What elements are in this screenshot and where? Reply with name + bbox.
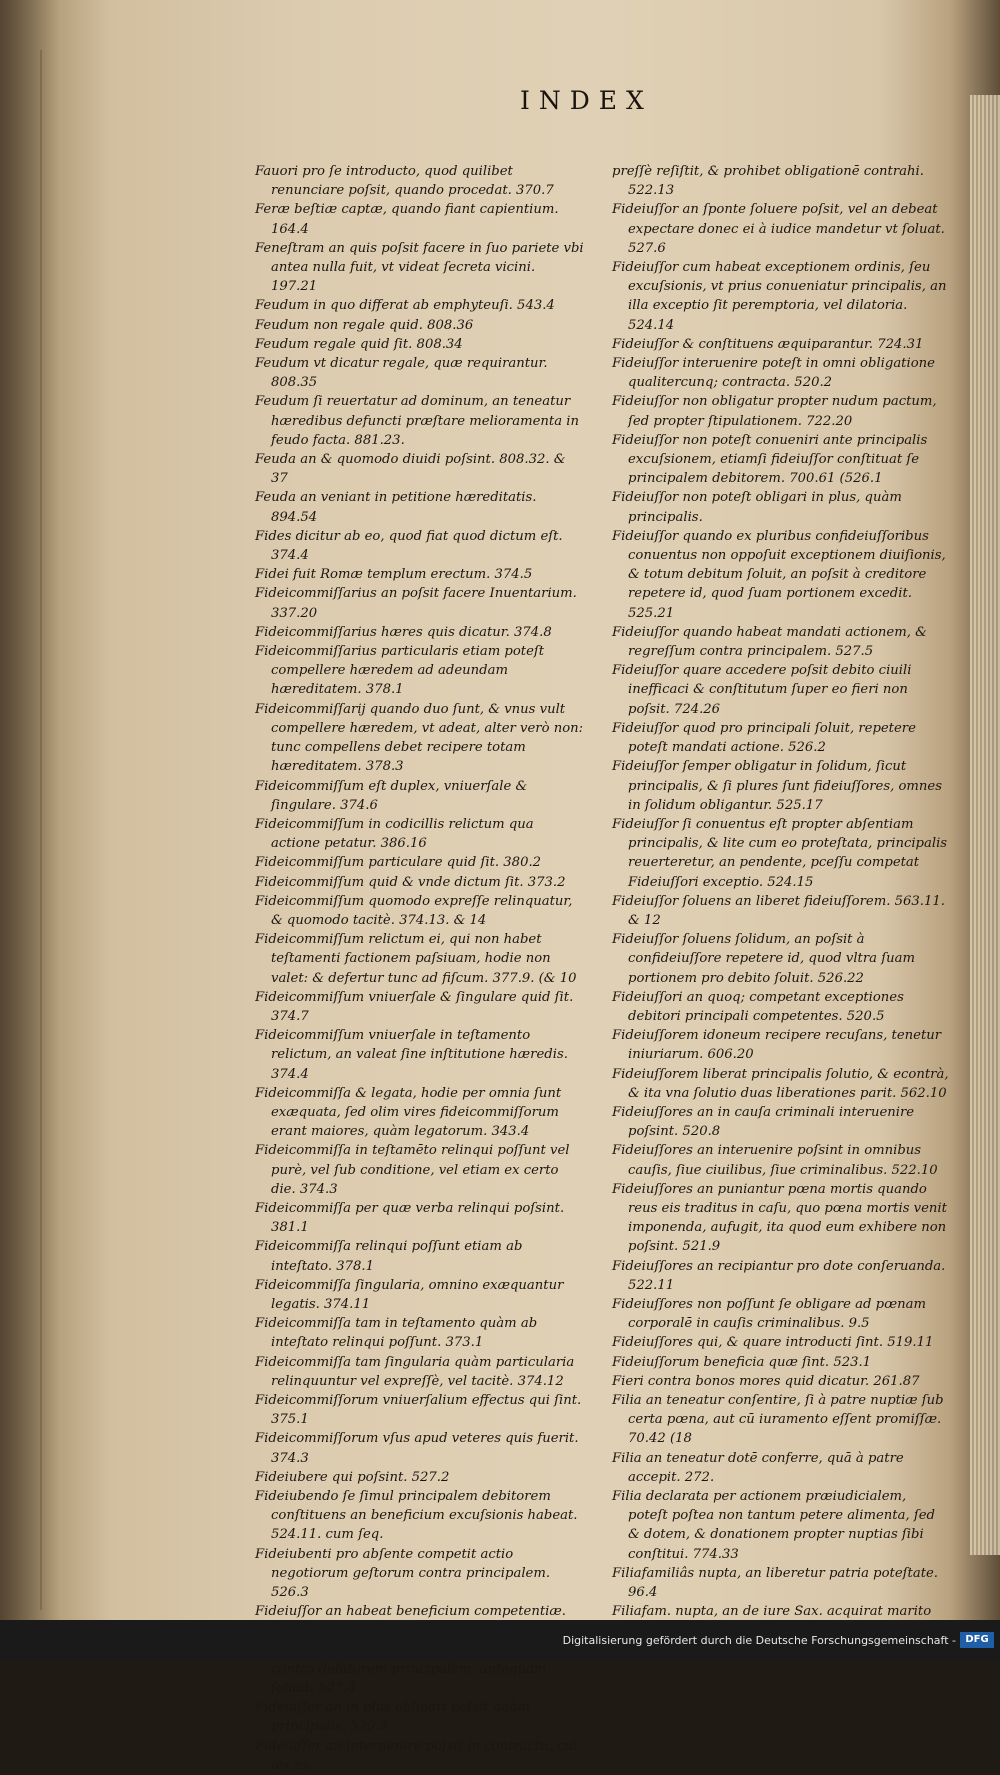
index-entry: Fideicommiſſum in codicillis relictum qua actione petatur. 386.16 — [255, 816, 534, 852]
index-entry: Fideiuſſores an recipiantur pro dote conſeruanda. 522.11 — [612, 1258, 946, 1293]
footer-bar — [0, 1620, 1000, 1661]
index-entry: Fideiuſſori an quoq; competant exceptiones debitori principali competentes. 520.5 — [612, 989, 904, 1024]
index-entry: Fideicommiſſa & legata, hodie per omnia ſunt exæquata, ſed olim vires fideicommiſſorum erant maiores, quàm legatorum. 343.4 — [255, 1085, 562, 1140]
index-entry: Feudum regale quid ſit. 808.34 — [255, 336, 463, 352]
index-entry: Feudum vt dicatur regale, quæ requirantur. 808.35 — [255, 356, 548, 391]
index-entry: Fideiuſſorem liberat principalis ſolutio, & econtrà, & ita vna ſolutio duas liberationes parit. 562.10 — [612, 1066, 949, 1101]
index-entry: Filiafamiliâs nupta, an liberetur patria poteſtate. 96.4 — [612, 1565, 938, 1601]
index-entry: Feneſtram an quis poſsit facere in ſuo pariete vbi antea nulla fuit, vt videat ſecreta vicini. 197.21 — [255, 240, 584, 295]
index-entry: Feuda an veniant in petitione hæreditatis. 894.54 — [255, 490, 537, 525]
dfg-logo: DFG — [960, 1632, 994, 1648]
index-entry: Fideiuſſor cum habeat exceptionem ordinis, ſeu excuſsionis, vt prius conueniatur principalis, an illa exceptio ſit peremptoria, vel dilatoria. 524.14 — [612, 260, 947, 333]
index-entry: Fideiuſſor quando ex pluribus confideiuſſoribus conuentus non oppoſuit exceptionem diuiſionis, & totum debitum ſoluit, an poſsit à creditore repetere id, quod ſuam portionem excedit. 525.21 — [612, 528, 946, 621]
index-entry: Fauori pro ſe introducto, quod quilibet renunciare poſsit, quando procedat. 370.7 — [255, 164, 554, 199]
index-entry: Fideiuſſor an interuenire poſsit in contractu, cui lex ex- — [255, 1738, 578, 1773]
index-entry: Fideicommiſſum quid & vnde dictum ſit. 373.2 — [255, 874, 566, 890]
index-entry: Fideiuſſores an in cauſa criminali interuenire poſsint. 520.8 — [612, 1104, 915, 1140]
index-entry: Filia declarata per actionem præiudicialem, poteſt poſtea non tantum petere alimenta, ſed & dotem, & donationem propter nuptias ſibi conſtitui. 774.33 — [612, 1489, 935, 1562]
index-entry: Fideiuſſor & conſtituens æquiparantur. 724.31 — [612, 336, 924, 352]
index-entry: Fideiuſſorum beneficia quæ ſint. 523.1 — [612, 1354, 872, 1370]
index-column-left — [255, 162, 585, 1775]
index-entry: contra debitorem principalem, antequam ſoluat. 527.4 — [271, 1661, 547, 1697]
index-entry: Fideiuſſor non obligatur propter nudum pactum, ſed propter ſtipulationem. 722.20 — [612, 394, 937, 429]
page-header: INDEX — [520, 86, 653, 115]
index-entry: Fideicommiſſorum vniuerſalium effectus qui ſint. 375.1 — [255, 1393, 582, 1428]
index-entry: Fideiubendo ſe ſimul principalem debitorem conſtituens an beneficium excuſsionis habeat. 524.11. cum ſeq. — [255, 1489, 578, 1543]
index-entry: Fideiuſſor quare accedere poſsit debito ciuili inefficaci & conſtitutum ſuper eo fieri non poſsit. 724.26 — [612, 663, 912, 717]
index-entry: Fideicommiſſa ſingularia, omnino exæquantur legatis. 374.11 — [255, 1277, 564, 1312]
index-entry: Fideicommiſſarij quando duo ſunt, & vnus vult compellere hæredem, vt adeat, alter verò non: tunc compellens debet recipere totam hæreditatem. 378.3 — [255, 701, 584, 775]
index-entry: Fideiuſſor ſi conuentus eſt propter abſentiam principalis, & lite cum eo proteſtata, principalis reuerteretur, an pendente, pceſſu competat Fideiuſſori exceptio. 524.15 — [612, 816, 948, 890]
index-entry: Filiafam. nupta, an de iure Sax. acquirat marito — [612, 1604, 932, 1620]
index-entry: Fideiuſſor ſoluens ſolidum, an poſsit à confideiuſſore repetere id, quod vltra ſuam portionem pro debito ſoluit. 526.22 — [612, 932, 915, 986]
index-column-right — [612, 162, 950, 1660]
index-entry: Fideicommiſſum relictum ei, qui non habet teſtamenti factionem paſsiuam, hodie non valet: & defertur tunc ad fiſcum. 377.9. (& 10 — [255, 932, 577, 986]
index-entry: Fideiuſſor ſoluens an liberet fideiuſſorem. 563.11. & 12 — [612, 893, 945, 928]
index-entry: Fideiubere qui poſsint. 527.2 — [255, 1469, 450, 1485]
index-entry: preſſè reſiſtit, & prohibet obligationē contrahi. 522.13 — [612, 164, 924, 199]
index-entry: Feudum non regale quid. 808.36 — [255, 317, 474, 333]
index-entry: Fideiuſſorem idoneum recipere recuſans, tenetur iniuriarum. 606.20 — [612, 1028, 942, 1063]
index-entry: Feuda an & quomodo diuidi poſsint. 808.32. & 37 — [255, 452, 566, 487]
index-entry: Fieri contra bonos mores quid dicatur. 261.87 — [612, 1373, 920, 1389]
index-entry: Fideicommiſſa tam ſingularia quàm particularia relinquuntur vel expreſſè, vel tacitè. 374.12 — [255, 1354, 575, 1389]
index-entry: Fideicommiſſa per quæ verba relinqui poſsint. 381.1 — [255, 1200, 565, 1236]
index-entry: Fideicommiſſarius hæres quis dicatur. 374.8 — [255, 624, 552, 640]
index-entry: Fideicommiſſum particulare quid ſit. 380.2 — [255, 855, 542, 871]
index-entry: Fideiuſſor an in plus obligari poſsit quàm principalis. 520.3 — [255, 1700, 530, 1735]
index-entry: Fideicommiſſa tam in teſtamento quàm ab inteſtato relinqui poſſunt. 373.1 — [255, 1316, 538, 1351]
index-entry: Fideiuſſor non poteſt obligari in plus, quàm principalis. — [612, 490, 902, 525]
index-entry: Fideiuſſor quod pro principali ſoluit, repetere poteſt mandati actione. 526.2 — [612, 720, 916, 756]
index-entry: Fideicommiſſarius particularis etiam poteſt compellere hæredem ad adeundam hæreditatem. 378.1 — [255, 644, 545, 698]
index-entry: Fideicommiſſum vniuerſale in teſtamento relictum, an valeat ſine inſtitutione hæredis. 374.4 — [255, 1028, 568, 1082]
index-entry: Fideicommiſſum eſt duplex, vniuerſale & ſingulare. 374.6 — [255, 778, 528, 813]
index-entry: Fideiuſſor non poteſt conueniri ante principalis excuſsionem, etiamſi fideiuſſor conſtituat ſe principalem debitorem. 700.61 (526.1 — [612, 432, 928, 487]
footer-credit: Digitalisierung gefördert durch die Deutsche Forschungsgemeinschaft - — [562, 1634, 956, 1647]
index-entry: Fideiuſſor an ſponte ſoluere poſsit, vel an debeat expectare donec ei à iudice mandetur vt ſoluat. 527.6 — [612, 202, 945, 256]
index-entry: Fideicommiſſa relinqui poſſunt etiam ab inteſtato. 378.1 — [255, 1239, 523, 1274]
index-entry: Fideiuſſores qui, & quare introducti ſint. 519.11 — [612, 1335, 934, 1351]
index-entry: Fideiuſſor quando habeat mandati actionem, & regreſſum contra principalem. 527.5 — [612, 624, 927, 660]
index-entry: Fidei fuit Romæ templum erectum. 374.5 — [255, 567, 533, 583]
index-entry: Fideiuſſores an puniantur pœna mortis quando reus eis traditus in caſu, quo pœna mortis venit imponenda, aufugit, ita quod eum exhibere non poſsint. 521.9 — [612, 1181, 947, 1255]
index-entry: Fideiuſſor an habeat beneficium competentiæ. — [255, 1604, 566, 1620]
index-entry: Fideicommiſſum vniuerſale & ſingulare quid ſit. 374.7 — [255, 989, 574, 1024]
index-entry: Fideiuſſor interuenire poteſt in omni obligatione qualitercunq; contracta. 520.2 — [612, 356, 935, 391]
index-entry: Fideiubenti pro abſente competit actio negotiorum geſtorum contra principalem. 526.3 — [255, 1546, 551, 1601]
index-entry: Fideiuſſores an interuenire poſsint in omnibus cauſis, ſiue ciuilibus, ſiue criminalibus. 522.10 — [612, 1143, 938, 1178]
index-entry: Filia an teneatur conſentire, ſi à patre nuptiæ ſub certa pœna, aut cū iuramento eſſent promiſſæ. 70.42 (18 — [612, 1393, 944, 1447]
book-page-edges — [970, 95, 1000, 1555]
index-entry: Feudum ſi reuertatur ad dominum, an teneatur hæredibus defuncti præſtare melioramenta in feudo facta. 881.23. — [255, 394, 579, 448]
index-entry: Fideiuſſor ſemper obligatur in ſolidum, ſicut principalis, & ſi plures ſunt fideiuſſores, omnes in ſolidum obligantur. 525.17 — [612, 759, 942, 813]
index-entry: Filia an teneatur dotē conferre, quā à patre accepit. 272. — [612, 1450, 904, 1485]
index-entry: Fideiuſſores non poſſunt ſe obligare ad pœnam corporalē in cauſis criminalibus. 9.5 — [612, 1296, 926, 1332]
index-entry: Fideicommiſſarius an poſsit facere Inuentarium. 337.20 — [255, 586, 577, 621]
index-entry: Fideicommiſſorum vſus apud veteres quis fuerit. 374.3 — [255, 1431, 579, 1466]
index-entry: Feudum in quo differat ab emphyteuſi. 543.4 — [255, 298, 555, 314]
index-entry: Feræ beſtiæ captæ, quando fiant capientium. 164.4 — [255, 202, 559, 237]
index-entry: Fideicommiſſum quomodo expreſſe relinquatur, & quomodo tacitè. 374.13. & 14 — [255, 893, 573, 928]
index-entry: Fides dicitur ab eo, quod fiat quod dictum eſt. 374.4 — [255, 528, 563, 564]
index-entry: Fideicommiſſa in teſtamēto relinqui poſſunt vel purè, vel ſub conditione, vel etiam ex certo die. 374.3 — [255, 1143, 570, 1197]
